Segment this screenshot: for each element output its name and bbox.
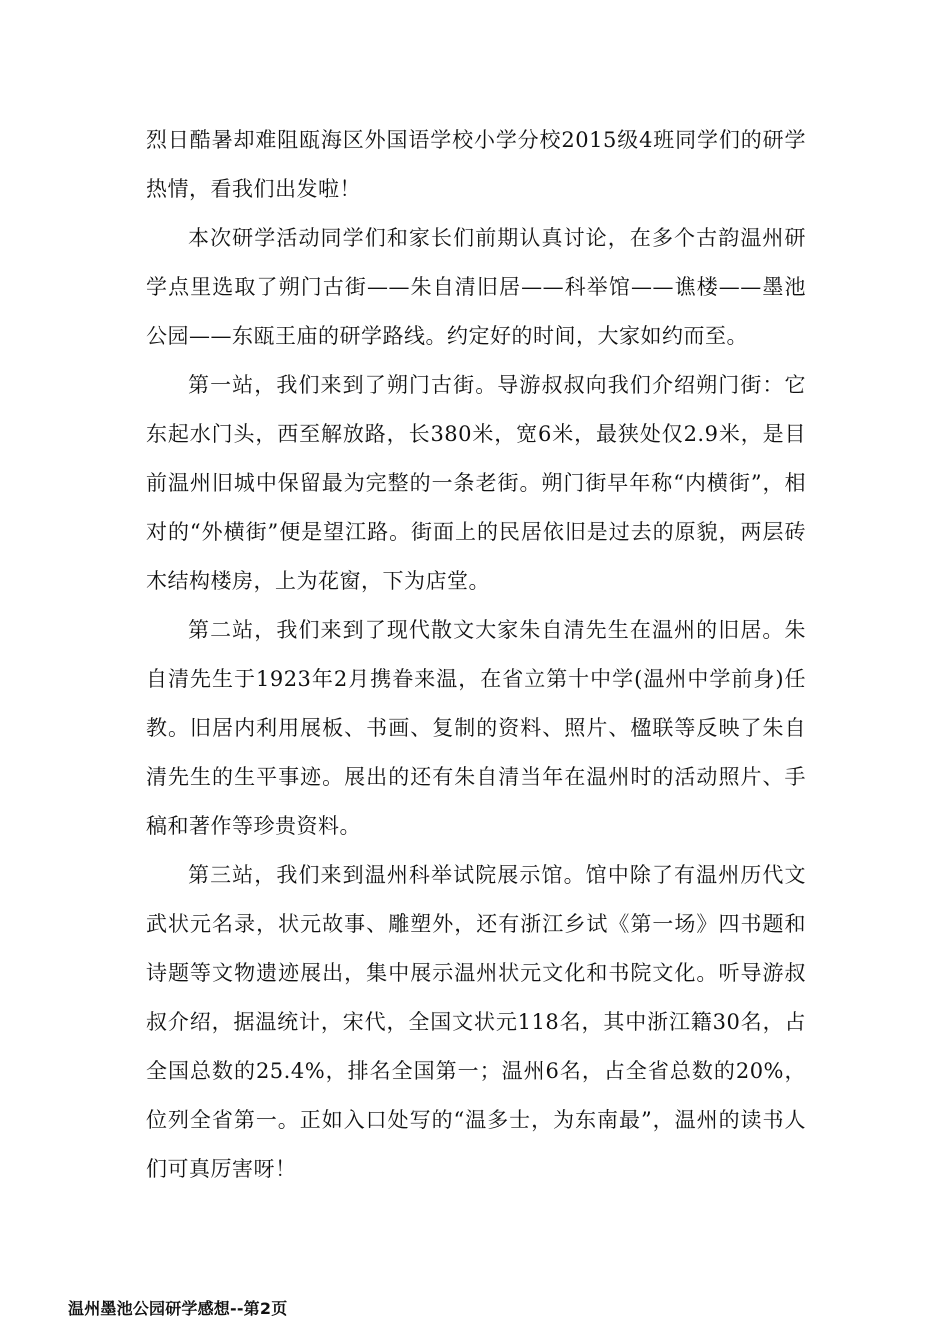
paragraph-station-three: 第三站，我们来到温州科举试院展示馆。馆中除了有温州历代文武状元名录，状元故事、雕塑外，还有浙江乡试《第一场》四书题和诗题等文物遗迹展出，集中展示温州状元文化和书院文化。听导游叔叔介绍，据温统计，宋代，全国文状元118名，其中浙江籍30名，占全国总数的25.4%，排名全国第一；温州6名，占全省总数的20%，位列全省第一。正如入口处写的“温多士，为东南最”，温州的读书人们可真厉害呀！ [146,863,806,1181]
paragraph-continuation: 烈日酷暑却难阻瓯海区外国语学校小学分校2015级4班同学们的研学热情，看我们出发啦！ [146,128,806,201]
paragraph-route: 本次研学活动同学们和家长们前期认真讨论，在多个古韵温州研学点里选取了朔门古街——朱自清旧居——科举馆——谯楼——墨池公园——东瓯王庙的研学路线。约定好的时间，大家如约而至。 [146,226,806,348]
page-footer: 温州墨池公园研学感想--第2页 [68,1299,288,1318]
paragraph-station-one: 第一站，我们来到了朔门古街。导游叔叔向我们介绍朔门街：它东起水门头，西至解放路，长380米，宽6米，最狭处仅2.9米，是目前温州旧城中保留最为完整的一条老街。朔门街早年称“内横街”，相对的“外横街”便是望江路。街面上的民居依旧是过去的原貌，两层砖木结构楼房，上为花窗，下为店堂。 [146,373,806,593]
paragraph-station-two: 第二站，我们来到了现代散文大家朱自清先生在温州的旧居。朱自清先生于1923年2月携眷来温，在省立第十中学(温州中学前身)任教。旧居内利用展板、书画、复制的资料、照片、楹联等反映了朱自清先生的生平事迹。展出的还有朱自清当年在温州时的活动照片、手稿和著作等珍贵资料。 [146,618,806,838]
document-body [146,116,806,1194]
